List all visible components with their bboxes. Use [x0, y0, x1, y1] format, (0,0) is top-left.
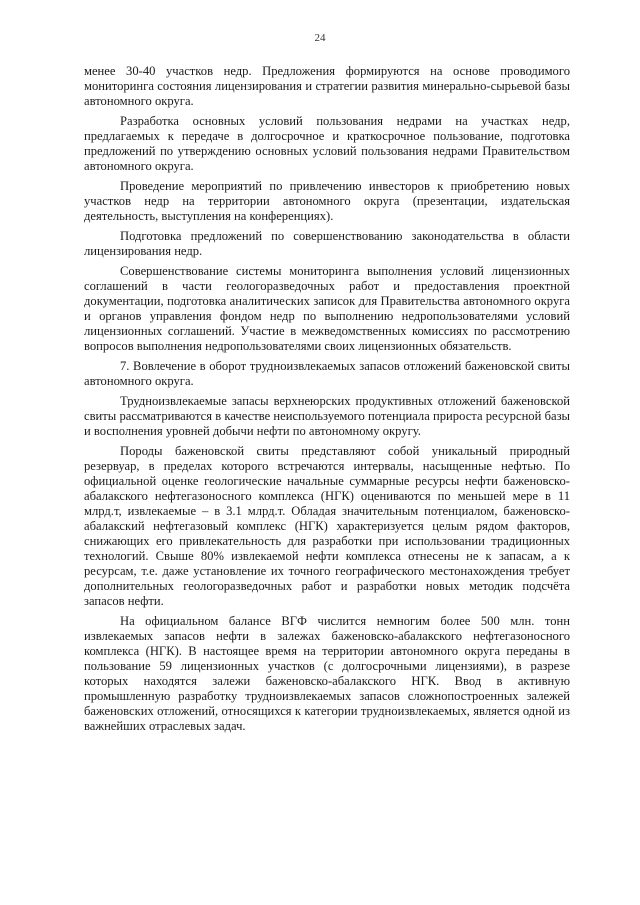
section-heading-7: 7. Вовлечение в оборот трудноизвлекаемых запасов отложений баженовской свиты автономного округа.	[84, 359, 570, 388]
paragraph-legislation: Подготовка предложений по совершенствованию законодательства в области лицензирования недр.	[84, 229, 570, 258]
document-body	[84, 64, 570, 739]
paragraph-monitoring: Совершенствование системы мониторинга выполнения условий лицензионных соглашений в части геологоразведочных работ и предоставления проектной документации, подготовка аналитических записок для Правительства автономного округа и органов управления фондом недр по выполнению недропользователями условий лицензионных соглашений. Участие в межведомственных комиссиях по рассмотрению вопросов выполнения недропользователями своих лицензионных обязательств.	[84, 264, 570, 353]
paragraph-official-balance: На официальном балансе ВГФ числится немногим более 500 млн. тонн извлекаемых запасов нефти в залежах баженовско-абалакского нефтегазоносного комплекса (НГК). В настоящее время на территории автономного округа переданы в пользование 59 лицензионных участков (с долгосрочными лицензиями), в разрезе которых находятся залежи баженовско-абалакского НГК. Ввод в активную промышленную разработку трудноизвлекаемых запасов сложнопостроенных залежей баженовских отложений, относящихся к категории трудноизвлекаемых, является одной из важнейших отраслевых задач.	[84, 614, 570, 733]
paragraph-investors: Проведение мероприятий по привлечению инвесторов к приобретению новых участков недр на территории автономного округа (презентации, издательская деятельность, выступления на конференциях).	[84, 179, 570, 223]
paragraph-development-conditions: Разработка основных условий пользования недрами на участках недр, предлагаемых к передаче в долгосрочное и краткосрочное пользование, подготовка предложений по утверждению основных условий пользования недрами Правительством автономного округа.	[84, 114, 570, 173]
paragraph-continuation: менее 30-40 участков недр. Предложения формируются на основе проводимого мониторинга состояния лицензирования и стратегии развития минерально-сырьевой базы автономного округа.	[84, 64, 570, 108]
paragraph-bazhenov-rocks: Породы баженовской свиты представляют собой уникальный природный резервуар, в пределах которого встречаются интервалы, насыщенные нефтью. По официальной оценке геологические начальные суммарные ресурсы нефти баженовско-абалакского нефтегазоносного комплекса (НГК) оцениваются по меньшей мере в 11 млрд.т, извлекаемые – в 3.1 млрд.т. Обладая значительным потенциалом, баженовско-абалакский нефтегазовый комплекс (НГК) характеризуется целым рядом факторов, снижающих его привлекательность для разработки при использовании традиционных технологий. Свыше 80% извлекаемой нефти комплекса отнесены не к запасам, а к ресурсам, т.е. даже установление их точного географического местонахождения требует дополнительных геологоразведочных работ и разработки новых методик подсчёта запасов нефти.	[84, 444, 570, 608]
page-number: 24	[314, 32, 326, 44]
paragraph-hard-to-recover: Трудноизвлекаемые запасы верхнеюрских продуктивных отложений баженовской свиты рассматриваются в качестве неиспользуемого потенциала прироста ресурсной базы и восполнения уровней добычи нефти по автономному округу.	[84, 394, 570, 438]
